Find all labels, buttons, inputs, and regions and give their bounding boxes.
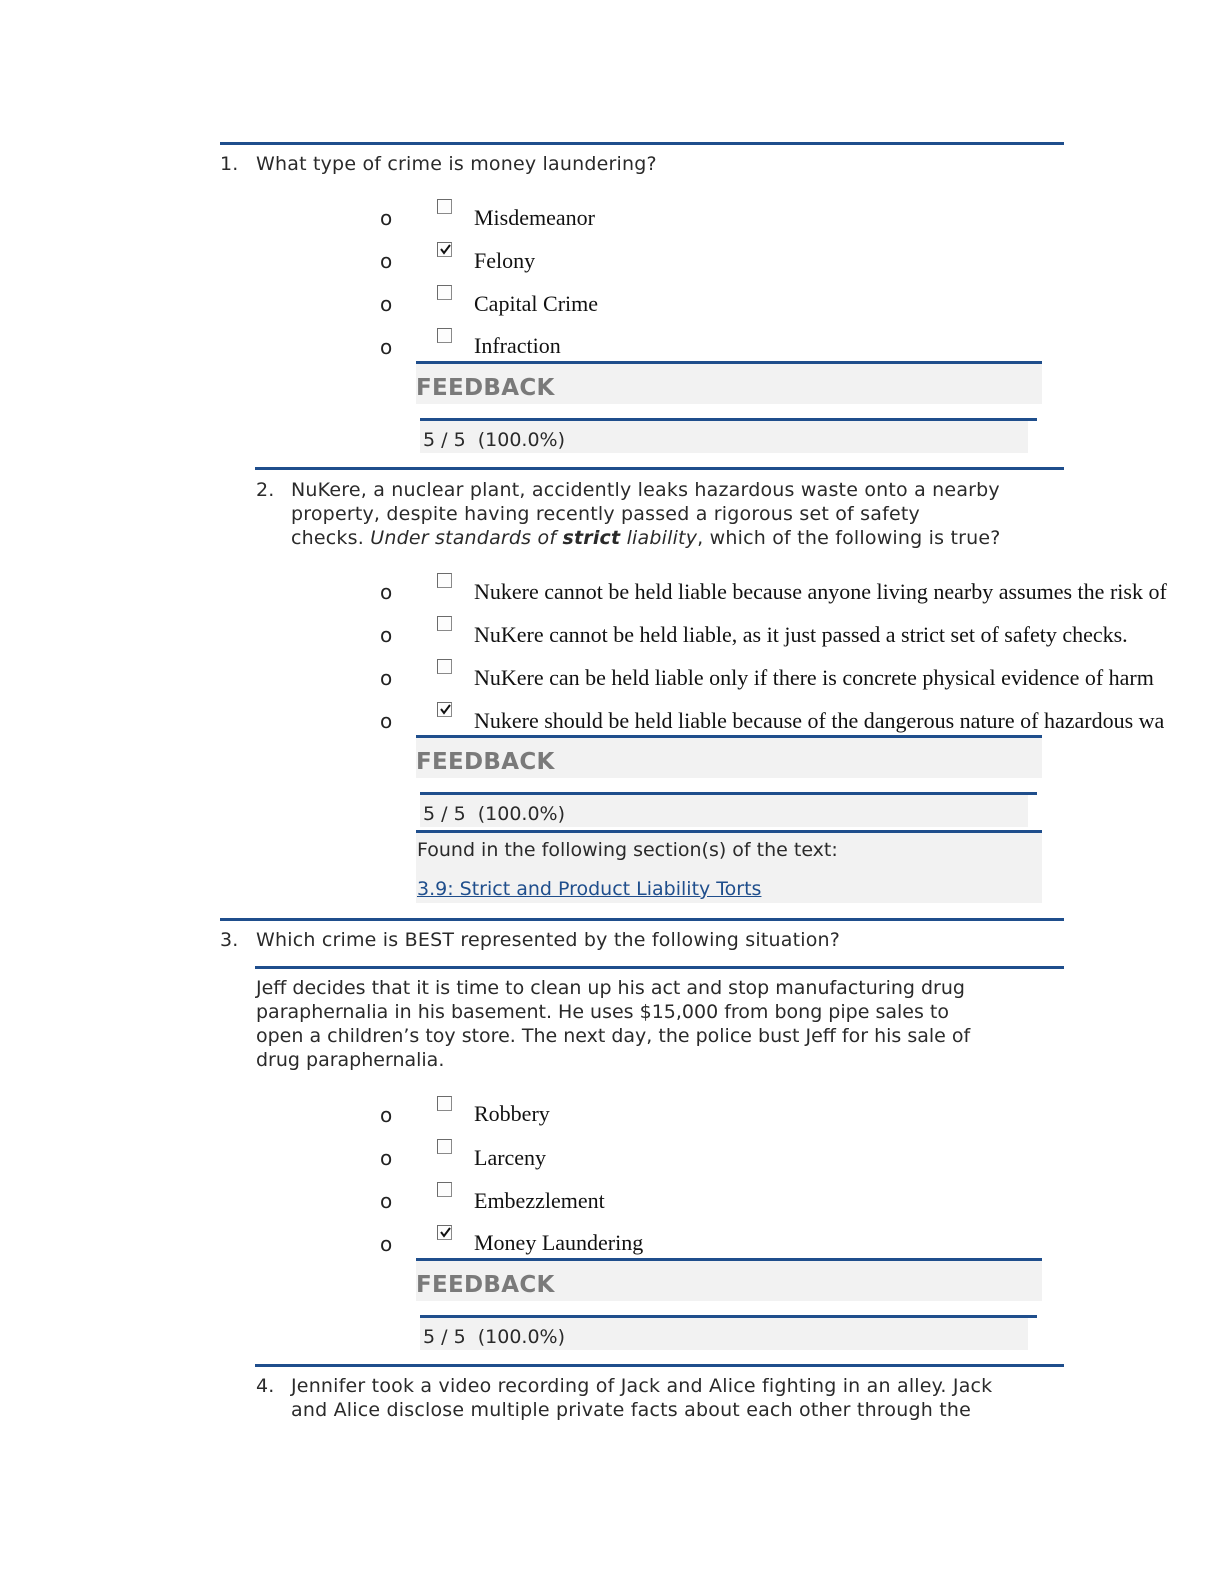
divider: [220, 918, 1064, 921]
checkbox[interactable]: [437, 1096, 452, 1111]
section-link[interactable]: 3.9: Strict and Product Liability Torts: [417, 878, 762, 900]
bullet: o: [380, 666, 393, 690]
feedback-heading: FEEDBACK: [416, 738, 1042, 778]
question-number: 3.: [220, 929, 239, 951]
divider: [255, 467, 1064, 470]
bullet: o: [380, 1103, 393, 1127]
feedback-score: 5 / 5 (100.0%): [420, 421, 1028, 453]
bullet: o: [380, 335, 393, 359]
divider: [255, 1364, 1064, 1367]
answer-option: NuKere can be held liable only if there is concrete physical evidence of harm: [474, 665, 1154, 690]
answer-option: Infraction: [474, 333, 561, 358]
bullet: o: [380, 580, 393, 604]
checkbox[interactable]: [437, 199, 452, 214]
checkbox[interactable]: [437, 328, 452, 343]
checkbox-checked[interactable]: [437, 702, 452, 717]
answer-option: Money Laundering: [474, 1230, 644, 1255]
answer-option: Nukere cannot be held liable because anyone living nearby assumes the risk of: [474, 579, 1167, 604]
checkmark-icon: [439, 243, 452, 256]
answer-option: Larceny: [474, 1145, 547, 1170]
checkbox-checked[interactable]: [437, 1225, 452, 1240]
checkbox[interactable]: [437, 285, 452, 300]
bullet: o: [380, 1146, 393, 1170]
bullet: o: [380, 292, 393, 316]
bullet: o: [380, 1189, 393, 1213]
bullet: o: [380, 206, 393, 230]
divider: [220, 142, 1064, 145]
answer-option: Robbery: [474, 1101, 550, 1126]
answer-option: Capital Crime: [474, 291, 599, 316]
checkbox-checked[interactable]: [437, 242, 452, 257]
bullet: o: [380, 623, 393, 647]
feedback-reference: [416, 833, 1042, 903]
checkbox[interactable]: [437, 1182, 452, 1197]
checkbox[interactable]: [437, 659, 452, 674]
bullet: o: [380, 249, 393, 273]
question-number: 2.: [256, 479, 275, 501]
feedback-heading: FEEDBACK: [416, 1261, 1042, 1301]
checkbox[interactable]: [437, 573, 452, 588]
divider: [255, 966, 1064, 969]
answer-option: Felony: [474, 248, 536, 273]
bullet: o: [380, 709, 393, 733]
answer-option: Embezzlement: [474, 1188, 605, 1213]
checkmark-icon: [439, 703, 452, 716]
checkmark-icon: [439, 1226, 452, 1239]
question-text: Which crime is BEST represented by the following situation?: [256, 929, 841, 951]
feedback-score: 5 / 5 (100.0%): [420, 1318, 1028, 1350]
checkbox[interactable]: [437, 1139, 452, 1154]
checkbox[interactable]: [437, 616, 452, 631]
answer-option: Nukere should be held liable because of the dangerous nature of hazardous wa: [474, 708, 1165, 733]
feedback-heading: FEEDBACK: [416, 364, 1042, 404]
question-text: What type of crime is money laundering?: [256, 153, 657, 175]
question-number: 1.: [220, 153, 239, 175]
feedback-score: 5 / 5 (100.0%): [420, 795, 1028, 827]
answer-option: Misdemeanor: [474, 205, 595, 230]
reference-label: Found in the following section(s) of the text:: [417, 839, 838, 861]
answer-option: NuKere cannot be held liable, as it just passed a strict set of safety checks.: [474, 622, 1128, 647]
question-number: 4.: [256, 1375, 275, 1397]
bullet: o: [380, 1232, 393, 1256]
